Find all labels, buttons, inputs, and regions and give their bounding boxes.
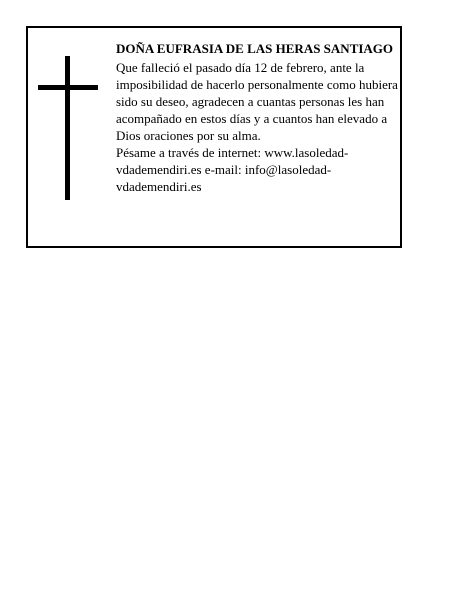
cross-icon	[38, 56, 98, 200]
notice-title: DOÑA EUFRASIA DE LAS HERAS SANTIAGO	[116, 41, 394, 56]
notice-text	[116, 40, 398, 195]
cross-vertical-bar	[65, 56, 70, 200]
notice-condolences: Pésame a través de internet: www.lasoledad-vdademendiri.es e-mail: info@lasoledad-vdademendiri.es	[116, 145, 349, 194]
obituary-notice	[26, 26, 402, 248]
notice-body: Que falleció el pasado día 12 de febrero, ante la imposibilidad de hacerlo personalmente como hubiera sido su deseo, agradecen a cuantas personas les han acompañado en estos días y a cuantos han elevado a Dios oraciones por su alma.	[116, 60, 398, 143]
cross-horizontal-bar	[38, 85, 98, 90]
